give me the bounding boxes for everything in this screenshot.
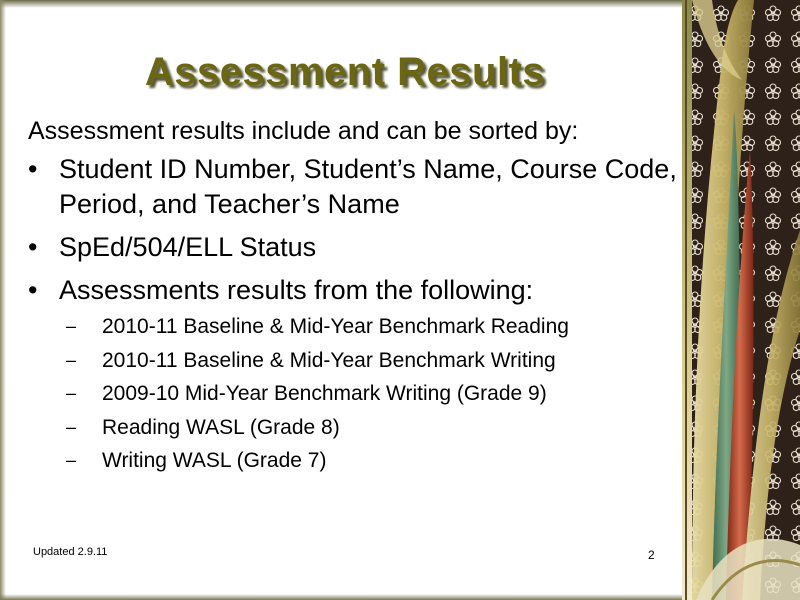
sub-bullet-marker: – (66, 416, 77, 437)
intro-text: Assessment results include and can be sorted by: (28, 117, 579, 145)
bullet-item-student-info (28, 152, 688, 222)
sub-bullet-item (66, 377, 688, 411)
bullet-marker: • (28, 232, 38, 262)
sub-bullet-item (66, 344, 688, 378)
bullet-item-assessments (28, 273, 688, 478)
sub-bullet-marker: – (66, 450, 77, 470)
frame-bottom-shadow (0, 594, 690, 600)
bullet-list (28, 152, 688, 486)
sub-bullet-text: 2009-10 Mid-Year Benchmark Writing (Grade 9) (102, 382, 547, 405)
sub-bullet-marker: – (66, 383, 77, 403)
sub-bullet-marker: – (66, 349, 77, 370)
bullet-marker: • (28, 275, 38, 305)
bullet-text: Assessments results from the following: (59, 275, 534, 305)
frame-top-shadow (0, 0, 690, 8)
page-number: 2 (648, 548, 655, 562)
floral-pattern-graphic (682, 0, 800, 600)
floral-pattern-panel (682, 0, 800, 600)
bullet-item-status (28, 230, 688, 265)
sub-bullet-item (66, 310, 688, 344)
footer-updated-date: Updated 2.9.11 (33, 546, 108, 558)
slide-title: Assessment Results (144, 50, 546, 94)
sub-bullet-list (59, 310, 688, 478)
bullet-text: Student ID Number, Student’s Name, Course Code, Period, and Teacher’s Name (59, 154, 677, 219)
sub-bullet-text: Writing WASL (Grade 7) (102, 449, 327, 472)
sub-bullet-text: Reading WASL (Grade 8) (102, 415, 340, 439)
bullet-marker: • (28, 154, 38, 184)
sub-bullet-item (66, 444, 688, 478)
sub-bullet-item (66, 411, 688, 445)
sub-bullet-marker: – (66, 316, 77, 336)
bullet-text: SpEd/504/ELL Status (59, 232, 317, 262)
sub-bullet-text: 2010-11 Baseline & Mid-Year Benchmark Writing (102, 348, 556, 372)
sub-bullet-text: 2010-11 Baseline & Mid-Year Benchmark Reading (102, 315, 569, 338)
